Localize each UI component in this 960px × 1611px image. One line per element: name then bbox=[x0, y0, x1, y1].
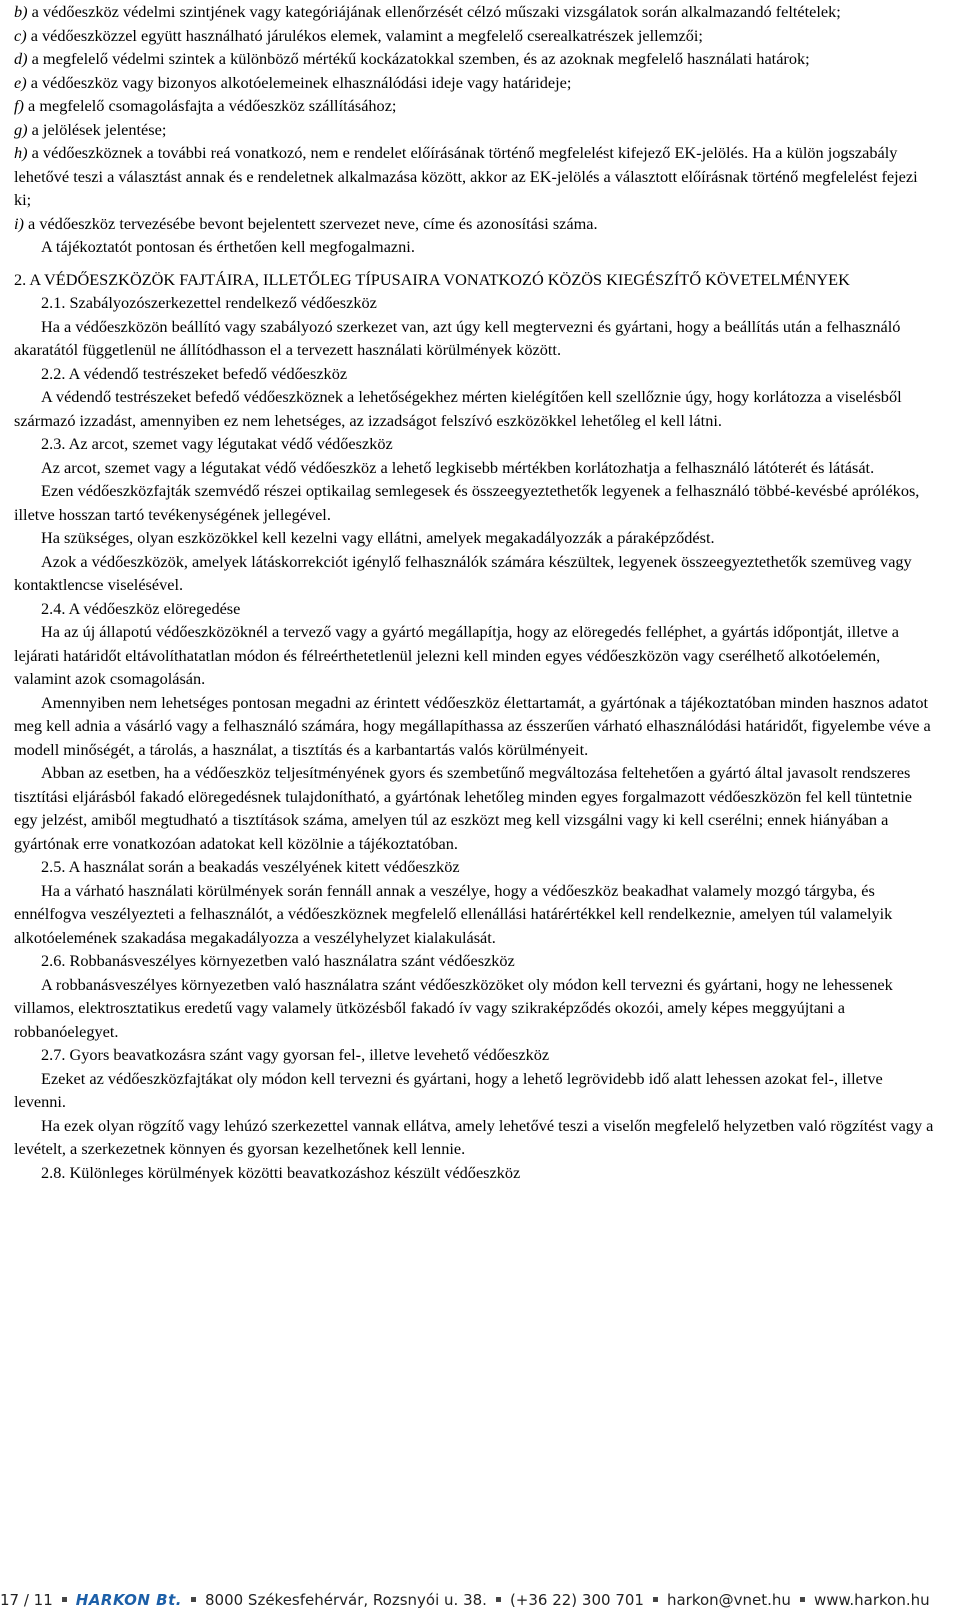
paragraph bbox=[14, 691, 936, 762]
spacer bbox=[14, 259, 936, 268]
paragraph bbox=[14, 118, 936, 142]
page-number: 17 / 11 bbox=[0, 1591, 53, 1609]
paragraph bbox=[14, 71, 936, 95]
paragraph-text: Ha a várható használati körülmények során fennáll annak a veszélye, hogy a védőeszköz beakadhat valamely mozgó tárgyba, és ennélfogva veszélyezteti a felhasználót, a védőeszköznek megfelelő ellenállási határértékkel kell rendelkeznie, amelyen túl valamelyik alkotóelemének szakadása megakadályozza a veszélyhelyzet kialakulását. bbox=[14, 880, 893, 947]
paragraph-text: A tájékoztatót pontosan és érthetően kell megfogalmazni. bbox=[41, 237, 415, 256]
paragraph-text: Amennyiben nem lehetséges pontosan megadni az érintett védőeszköz élettartamát, a gyártónak a tájékoztatóban minden hasznos adatot meg kell adnia a vásárló vagy a felhasználó számára, hogy megállapíthassa az ésszerűen várható elhasználódási határidőt, figyelembe véve a modell minőségét, a tárolás, a használat, a tisztítás és a karbantartás valós körülményeit. bbox=[14, 692, 931, 759]
paragraph bbox=[14, 1067, 936, 1114]
paragraph-text: 2.7. Gyors beavatkozásra szánt vagy gyorsan fel-, illetve levehető védőeszköz bbox=[41, 1045, 550, 1064]
paragraph-text: A védendő testrészeket befedő védőeszköznek a lehetőségekhez mérten kielégítően kell szellőznie úgy, hogy korlátozza a viselésből származó izzadást, amennyiben ez nem lehetséges, az izzadságot felszívó eszközökkel lehetőleg el kell látni. bbox=[14, 387, 902, 430]
paragraph-text: 2.3. Az arcot, szemet vagy légutakat védő védőeszköz bbox=[41, 434, 393, 453]
paragraph-text: a megfelelő védelmi szintek a különböző mértékű kockázatokkal szemben, és az azoknak megfelelő használati határok; bbox=[27, 49, 810, 68]
paragraph bbox=[14, 385, 936, 432]
paragraph-text: a védőeszközzel együtt használható járulékos elemek, valamint a megfelelő cserealkatrészek jellemzői; bbox=[26, 25, 703, 45]
paragraph bbox=[14, 479, 936, 526]
paragraph bbox=[14, 1114, 936, 1161]
paragraph-text: 2.1. Szabályozószerkezettel rendelkező védőeszköz bbox=[41, 293, 377, 312]
paragraph bbox=[14, 291, 936, 315]
paragraph-text: Ezeket az védőeszközfajtákat oly módon kell tervezni és gyártani, hogy a lehető legrövidebb idő alatt lehessen azokat fel-, illetve levenni. bbox=[14, 1068, 883, 1111]
paragraph bbox=[14, 212, 936, 236]
paragraph-text: Azok a védőeszközök, amelyek látáskorrekciót igénylő felhasználók számára készültek, legyenek összeegyeztethetők szemüveg vagy kontaktlencse viselésével. bbox=[14, 551, 912, 594]
paragraph-text: a megfelelő csomagolásfajta a védőeszköz szállításához; bbox=[23, 96, 397, 115]
company-email: harkon@vnet.hu bbox=[666, 1591, 791, 1609]
paragraph-text: Ezen védőeszközfajták szemvédő részei optikailag semlegesek és összeegyeztethetők legyenek a felhasználó többé-kevésbé aprólékos, illetve hosszan tartó tevékenységének jellegével. bbox=[14, 481, 920, 524]
paragraph bbox=[14, 973, 936, 1044]
paragraph bbox=[14, 550, 936, 597]
paragraph-text: Ha szükséges, olyan eszközökkel kell kezelni vagy ellátni, amelyek megakadályozzák a páraképződést. bbox=[41, 528, 715, 547]
separator-dot bbox=[191, 1597, 196, 1602]
document-body bbox=[14, 0, 936, 1184]
separator-dot bbox=[653, 1597, 658, 1602]
company-phone: (+36 22) 300 701 bbox=[509, 1591, 644, 1609]
paragraph-text: a védőeszköznek a további reá vonatkozó, nem e rendelet előírásának történő megfelelést kifejező EK-jelölés. Ha a külön jogszabály lehetővé teszi a választást annak és e rendeletnek alkalmazása között, akkor az EK-jelölés a választott előírásnak történő megfelelést fejezi ki; bbox=[14, 143, 918, 209]
paragraph-text: 2.5. A használat során a beakadás veszélyének kitett védőeszköz bbox=[41, 857, 460, 876]
paragraph-text: a védőeszköz védelmi szintjének vagy kategóriájának ellenőrzését célzó műszaki vizsgálatok során alkalmazandó feltételek; bbox=[27, 2, 841, 21]
paragraph-text: 2. A VÉDŐESZKÖZÖK FAJTÁIRA, ILLETŐLEG TÍPUSAIRA VONATKOZÓ KÖZÖS KIEGÉSZÍTŐ KÖVETELMÉNYEK bbox=[14, 269, 850, 289]
paragraph-text: 2.8. Különleges körülmények közötti beavatkozáshoz készült védőeszköz bbox=[41, 1162, 521, 1182]
paragraph bbox=[14, 761, 936, 855]
paragraph-text: A robbanásveszélyes környezetben való használatra szánt védőeszközöket oly módon kell tervezni és gyártani, hogy ne lehessenek villamos, elektrosztatikus eredetű vagy valamely ütközésből fakadó ív vagy szikraképződés okozói, amely képes meggyújtani a robbanóelegyet. bbox=[14, 974, 893, 1041]
list-label: d) bbox=[14, 49, 28, 68]
paragraph bbox=[14, 362, 936, 386]
paragraph bbox=[14, 24, 936, 48]
list-label: c) bbox=[14, 25, 27, 45]
paragraph bbox=[14, 315, 936, 362]
paragraph bbox=[14, 620, 936, 691]
paragraph-text: Abban az esetben, ha a védőeszköz teljesítményének gyors és szembetűnő megváltozása feltehetően a gyártó által javasolt rendszeres tisztítási eljárásból fakadó elöregedésnek tulajdonítható, a gyártónak lehetőleg minden egyes forgalmazott védőeszközön fel kell tüntetnie egy jelzést, amiből megtudható a tisztítások száma, amelyen túl az eszközt meg kell vizsgálni vagy ki kell cserélni; ennek hiányában a gyártónak erre vonatkozóan adatokat kell közölnie a tájékoztatóban. bbox=[14, 763, 913, 853]
company-logo: HARKON Bt. bbox=[75, 1591, 182, 1609]
paragraph bbox=[14, 597, 936, 621]
paragraph bbox=[14, 456, 936, 480]
paragraph-text: 2.2. A védendő testrészeket befedő védőeszköz bbox=[41, 363, 348, 383]
paragraph-text: a védőeszköz tervezésébe bevont bejelentett szervezet neve, címe és azonosítási száma. bbox=[23, 213, 598, 233]
paragraph bbox=[14, 94, 936, 118]
paragraph bbox=[14, 1043, 936, 1067]
paragraph bbox=[14, 855, 936, 879]
paragraph bbox=[14, 0, 936, 24]
separator-dot bbox=[496, 1597, 501, 1602]
paragraph bbox=[14, 1161, 936, 1185]
list-label: b) bbox=[14, 2, 28, 21]
section-heading bbox=[14, 268, 936, 292]
paragraph bbox=[14, 235, 936, 259]
paragraph bbox=[14, 141, 936, 212]
paragraph bbox=[14, 432, 936, 456]
paragraph-text: Ha a védőeszközön beállító vagy szabályozó szerkezet van, azt úgy kell megtervezni és gyártani, hogy a beállítás után a felhasználó akaratától függetlenül ne állítódhasson el a tervezett használati körülmények között. bbox=[14, 316, 901, 359]
paragraph bbox=[14, 47, 936, 71]
paragraph-text: a védőeszköz vagy bizonyos alkotóelemeinek elhasználódási ideje vagy határideje; bbox=[26, 72, 572, 92]
list-label: f) bbox=[14, 96, 24, 115]
paragraph bbox=[14, 526, 936, 550]
company-website: www.harkon.hu bbox=[813, 1591, 930, 1609]
paragraph-text: Ha ezek olyan rögzítő vagy lehúzó szerkezettel vannak ellátva, amely lehetővé teszi a viselőn megfelelő helyzetben való rögzítést vagy a levételt, a szerkezetnek könnyen és gyorsan kezelhetőnek kell lennie. bbox=[14, 1115, 934, 1158]
page-footer bbox=[0, 1589, 960, 1611]
separator-dot bbox=[800, 1597, 805, 1602]
paragraph-text: Az arcot, szemet vagy a légutakat védő védőeszköz a lehető legkisebb mértékben korlátozhatja a felhasználó látóterét és látását. bbox=[41, 457, 875, 477]
company-address: 8000 Székesfehérvár, Rozsnyói u. 38. bbox=[204, 1591, 487, 1609]
paragraph bbox=[14, 879, 936, 950]
list-label: i) bbox=[14, 213, 24, 233]
list-label: h) bbox=[14, 143, 28, 162]
list-label: e) bbox=[14, 72, 27, 92]
list-label: g) bbox=[14, 119, 28, 139]
paragraph-text: 2.6. Robbanásveszélyes környezetben való használatra szánt védőeszköz bbox=[41, 951, 515, 970]
paragraph-text: 2.4. A védőeszköz elöregedése bbox=[41, 598, 241, 618]
paragraph-text: a jelölések jelentése; bbox=[27, 119, 167, 139]
paragraph bbox=[14, 949, 936, 973]
separator-dot bbox=[62, 1597, 67, 1602]
paragraph-text: Ha az új állapotú védőeszközöknél a tervező vagy a gyártó megállapítja, hogy az elöregedés felléphet, a gyártás időpontját, illetve a lejárati határidőt eltávolíthatatlan módon és félreérthetetlenül jelezni kell minden egyes védőeszközön vagy cserélhető alkotóelemén, valamint azok csomagolásán. bbox=[14, 622, 900, 688]
